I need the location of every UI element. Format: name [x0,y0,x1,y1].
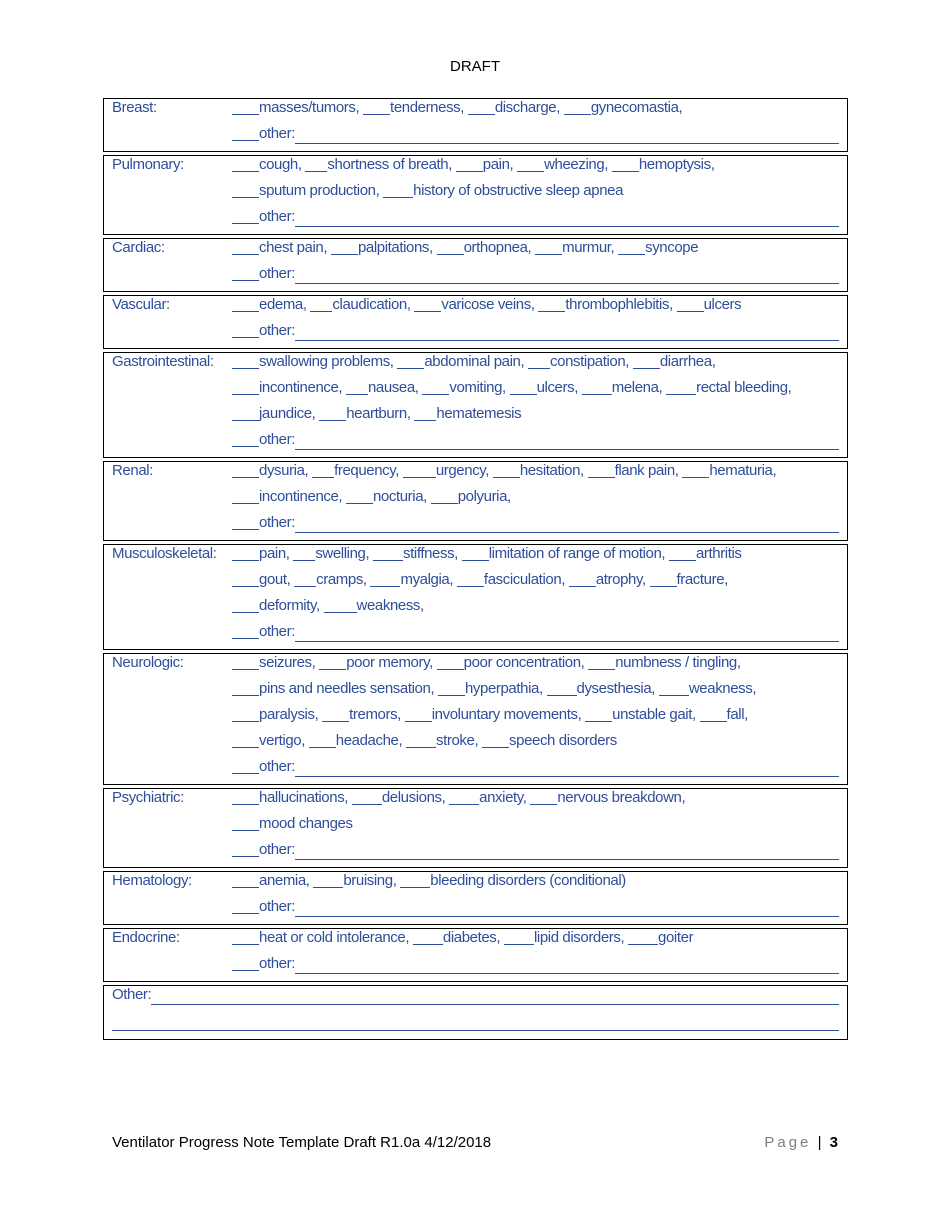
symptom-label: tenderness, [390,99,465,116]
symptom-label: rectal bleeding, [696,379,792,396]
symptom-line [232,789,839,815]
section-musculoskeletal [103,544,848,650]
symptom-label: poor concentration, [463,654,585,671]
other-checkbox-blank[interactable] [232,208,259,224]
page-separator: | [817,1134,822,1151]
symptom-line [232,706,839,732]
symptom-label: anxiety, [479,789,527,806]
checkbox-blank[interactable] [457,571,484,587]
other-input-line[interactable] [295,322,839,341]
symptom-label: hesitation, [519,462,584,479]
checkbox-blank[interactable] [530,789,557,805]
symptom-label: vertigo, [259,732,305,749]
symptom-label: gynecomastia, [590,99,683,116]
other-row [232,514,839,540]
other-checkbox-blank[interactable] [232,623,259,639]
other-row [232,265,839,291]
checkbox-blank[interactable] [582,379,612,395]
symptom-label: pain, [259,545,290,562]
checkbox-blank[interactable] [659,680,689,696]
checkbox-blank[interactable] [310,296,332,312]
section-label: Gastrointestinal: [112,353,214,370]
symptom-label: palpitations, [357,239,433,256]
other-label: other: [259,623,295,640]
checkbox-blank[interactable] [232,597,259,613]
checkbox-blank[interactable] [431,488,458,504]
symptom-label: history of obstructive sleep apnea [413,182,624,199]
section-label: Musculoskeletal: [112,545,217,562]
checkbox-blank[interactable] [232,789,259,805]
symptom-label: anemia, [259,872,310,889]
checkbox-blank[interactable] [232,872,259,888]
section-label: Neurologic: [112,654,184,671]
symptom-label: swallowing problems, [259,353,394,370]
symptom-label: atrophy, [595,571,646,588]
other-row [232,758,839,784]
other-row [232,431,839,457]
symptom-label: incontinence, [259,488,343,505]
checkbox-blank[interactable] [438,680,465,696]
other-checkbox-blank[interactable] [232,758,259,774]
section-endocrine [103,928,848,982]
symptom-label: arthritis [695,545,742,562]
symptom-label: urgency, [435,462,490,479]
checkbox-blank[interactable] [232,706,259,722]
symptom-line [232,654,839,680]
other-checkbox-blank[interactable] [232,322,259,338]
other-label: other: [259,898,295,915]
other-input-line[interactable] [295,898,839,917]
section-hematology [103,871,848,925]
checkbox-blank[interactable] [232,462,259,478]
checkbox-blank[interactable] [232,929,259,945]
checkbox-blank[interactable] [535,239,562,255]
other-input-line-2[interactable] [112,1012,839,1031]
checkbox-blank[interactable] [232,353,259,369]
checkbox-blank[interactable] [397,353,424,369]
other-input-line[interactable] [295,208,839,227]
other-checkbox-blank[interactable] [232,265,259,281]
symptom-line [232,597,839,623]
checkbox-blank[interactable] [232,182,259,198]
symptom-label: pins and needles sensation, [259,680,435,697]
checkbox-blank[interactable] [232,571,259,587]
checkbox-blank[interactable] [510,379,537,395]
checkbox-blank[interactable] [612,156,639,172]
checkbox-blank[interactable] [293,545,315,561]
symptom-label: limitation of range of motion, [488,545,666,562]
checkbox-blank[interactable] [383,182,413,198]
page-word: Page [764,1134,812,1151]
other-input-line[interactable] [295,955,839,974]
symptom-label: paralysis, [259,706,319,723]
symptom-label: bruising, [343,872,397,889]
checkbox-blank[interactable] [232,680,259,696]
symptom-label: weakness, [688,680,757,697]
other-row [232,955,839,981]
checkbox-blank[interactable] [493,462,520,478]
page-indicator [764,1134,838,1151]
checkbox-blank[interactable] [528,353,550,369]
checkbox-blank[interactable] [413,929,443,945]
checkbox-blank[interactable] [373,545,403,561]
symptom-label: mood changes [259,815,353,832]
symptom-label: heartburn, [346,405,411,422]
symptom-label: chest pain, [259,239,328,256]
section-vascular [103,295,848,349]
section-label: Breast: [112,99,157,116]
section-neurologic [103,653,848,785]
symptom-line [232,99,839,125]
symptom-label: stiffness, [403,545,458,562]
section-other [103,985,848,1040]
other-checkbox-blank[interactable] [232,431,259,447]
symptom-label: masses/tumors, [259,99,360,116]
checkbox-blank[interactable] [618,239,645,255]
other-input-line[interactable] [151,986,839,1005]
symptom-label: hallucinations, [259,789,349,806]
other-input-line[interactable] [295,841,839,860]
section-label: Cardiac: [112,239,165,256]
symptom-label: gout, [259,571,291,588]
symptom-label: hematuria, [709,462,777,479]
other-checkbox-blank[interactable] [232,514,259,530]
symptom-label: discharge, [494,99,561,116]
symptom-label: jaundice, [259,405,316,422]
other-label: other: [259,125,295,142]
checkbox-blank[interactable] [585,706,612,722]
symptom-line [232,182,839,208]
symptom-label: heat or cold intolerance, [259,929,410,946]
checkbox-blank[interactable] [319,654,346,670]
symptom-line [232,929,839,955]
symptom-label: delusions, [381,789,446,806]
checkbox-blank[interactable] [322,706,349,722]
symptom-label: hyperpathia, [464,680,543,697]
symptom-line [232,296,839,322]
section-psychiatric [103,788,848,868]
symptom-label: sputum production, [259,182,380,199]
checkbox-blank[interactable] [677,296,704,312]
symptom-label: hematemesis [436,405,522,422]
checkbox-blank[interactable] [352,789,382,805]
other-label: other: [259,841,295,858]
other-label: other: [259,758,295,775]
symptom-label: involuntary movements, [431,706,582,723]
checkbox-blank[interactable] [414,405,436,421]
checkbox-blank[interactable] [305,156,327,172]
checkbox-blank[interactable] [346,379,368,395]
symptom-label: flank pain, [614,462,679,479]
symptom-label: diabetes, [442,929,501,946]
symptom-label: wheezing, [544,156,609,173]
checkbox-blank[interactable] [232,488,259,504]
checkbox-blank[interactable] [232,296,259,312]
symptom-line [232,379,839,405]
checkbox-blank[interactable] [669,545,696,561]
symptom-label: lipid disorders, [533,929,625,946]
checkbox-blank[interactable] [588,462,615,478]
symptom-label: headache, [335,732,403,749]
symptom-line [232,545,839,571]
section-label: Vascular: [112,296,170,313]
symptom-label: myalgia, [400,571,454,588]
symptom-label: pain, [482,156,514,173]
other-row [232,208,839,234]
symptom-label: melena, [611,379,663,396]
symptom-label: swelling, [315,545,370,562]
other-input-line[interactable] [295,514,839,533]
symptom-label: vomiting, [449,379,506,396]
symptom-line [232,239,839,265]
other-checkbox-blank[interactable] [232,125,259,141]
checkbox-blank[interactable] [462,545,489,561]
checkbox-blank[interactable] [628,929,658,945]
other-input-line[interactable] [295,125,839,144]
checkbox-blank[interactable] [324,597,357,613]
symptom-label: tremors, [349,706,401,723]
checkbox-blank[interactable] [405,706,432,722]
checkbox-blank[interactable] [232,405,259,421]
checkbox-blank[interactable] [482,732,509,748]
other-checkbox-blank[interactable] [232,841,259,857]
symptom-label: deformity, [259,597,320,614]
checkbox-blank[interactable] [400,872,430,888]
checkbox-blank[interactable] [319,405,346,421]
other-label: other: [259,431,295,448]
section-label: Pulmonary: [112,156,184,173]
symptom-label: frequency, [334,462,400,479]
symptom-label: constipation, [550,353,630,370]
symptom-label: dysesthesia, [576,680,656,697]
checkbox-blank[interactable] [437,239,464,255]
other-label: other: [259,265,295,282]
symptom-label: fasciculation, [483,571,566,588]
symptom-label: dysuria, [259,462,309,479]
symptom-line [232,872,839,898]
checkbox-blank[interactable] [700,706,727,722]
section-pulmonary [103,155,848,235]
symptom-line [232,732,839,758]
section-label: Psychiatric: [112,789,184,806]
checkbox-blank[interactable] [588,654,615,670]
checkbox-blank[interactable] [232,654,259,670]
symptom-label: speech disorders [509,732,617,749]
checkbox-blank[interactable] [232,99,259,115]
checkbox-blank[interactable] [232,239,259,255]
checkbox-blank[interactable] [633,353,660,369]
section-renal [103,461,848,541]
other-row [232,623,839,649]
other-checkbox-blank[interactable] [232,898,259,914]
other-section-label: Other: [112,986,152,1003]
section-label: Endocrine: [112,929,180,946]
checkbox-blank[interactable] [403,462,436,478]
checkbox-blank[interactable] [232,732,259,748]
checkbox-blank[interactable] [414,296,441,312]
symptom-line [232,815,839,841]
checkbox-blank[interactable] [363,99,390,115]
symptom-label: goiter [658,929,694,946]
other-checkbox-blank[interactable] [232,955,259,971]
checkbox-blank[interactable] [232,379,259,395]
other-label: other: [259,322,295,339]
other-row [232,898,839,924]
symptom-line [232,488,839,514]
checkbox-blank[interactable] [504,929,534,945]
review-of-systems-form [103,98,848,1043]
section-label: Hematology: [112,872,192,889]
symptom-label: cough, [259,156,302,173]
draft-header: DRAFT [450,58,500,75]
checkbox-blank[interactable] [406,732,436,748]
other-row [232,322,839,348]
other-row [232,841,839,867]
section-cardiac [103,238,848,292]
symptom-line [232,462,839,488]
checkbox-blank[interactable] [331,239,358,255]
symptom-label: stroke, [436,732,479,749]
symptom-line [232,680,839,706]
section-gastrointestinal [103,352,848,458]
checkbox-blank[interactable] [666,379,696,395]
checkbox-blank[interactable] [437,654,464,670]
checkbox-blank[interactable] [564,99,591,115]
symptom-label: bleeding disorders (conditional) [430,872,626,889]
symptom-label: nervous breakdown, [557,789,686,806]
symptom-label: varicose veins, [441,296,535,313]
symptom-label: numbness / tingling, [615,654,741,671]
symptom-label: ulcers, [536,379,578,396]
checkbox-blank[interactable] [309,732,336,748]
checkbox-blank[interactable] [449,789,479,805]
symptom-label: weakness, [356,597,424,614]
other-label: other: [259,955,295,972]
symptom-label: syncope [645,239,699,256]
checkbox-blank[interactable] [346,488,373,504]
symptom-label: abdominal pain, [424,353,525,370]
section-breast [103,98,848,152]
checkbox-blank[interactable] [370,571,400,587]
section-label: Renal: [112,462,153,479]
checkbox-blank[interactable] [232,156,259,172]
symptom-label: hemoptysis, [638,156,715,173]
symptom-label: fall, [726,706,748,723]
checkbox-blank[interactable] [468,99,495,115]
checkbox-blank[interactable] [313,872,343,888]
other-input-line[interactable] [295,623,839,642]
checkbox-blank[interactable] [538,296,565,312]
symptom-line [232,571,839,597]
other-row [232,125,839,151]
symptom-line [232,353,839,379]
other-input-line[interactable] [295,431,839,450]
symptom-label: murmur, [562,239,615,256]
other-input-line[interactable] [295,265,839,284]
checkbox-blank[interactable] [422,379,449,395]
symptom-label: fracture, [676,571,728,588]
symptom-label: unstable gait, [612,706,696,723]
other-input-line[interactable] [295,758,839,777]
symptom-label: claudication, [332,296,411,313]
symptom-label: nocturia, [372,488,427,505]
symptom-label: poor memory, [346,654,433,671]
other-label: other: [259,208,295,225]
checkbox-blank[interactable] [456,156,483,172]
symptom-label: cramps, [316,571,367,588]
symptom-label: thrombophlebitis, [565,296,673,313]
checkbox-blank[interactable] [517,156,544,172]
symptom-label: incontinence, [259,379,343,396]
symptom-label: polyuria, [457,488,511,505]
symptom-label: orthopnea, [463,239,532,256]
symptom-line [232,405,839,431]
other-label: other: [259,514,295,531]
checkbox-blank[interactable] [294,571,316,587]
checkbox-blank[interactable] [650,571,677,587]
document-title: Ventilator Progress Note Template Draft R1.0a 4/12/2018 [112,1134,492,1151]
checkbox-blank[interactable] [232,545,259,561]
symptom-label: seizures, [259,654,316,671]
checkbox-blank[interactable] [232,815,259,831]
checkbox-blank[interactable] [547,680,577,696]
symptom-label: shortness of breath, [327,156,452,173]
checkbox-blank[interactable] [682,462,709,478]
page-number: 3 [829,1134,838,1151]
symptom-label: ulcers [703,296,742,313]
checkbox-blank[interactable] [569,571,596,587]
checkbox-blank[interactable] [312,462,334,478]
symptom-line [232,156,839,182]
symptom-label: diarrhea, [659,353,716,370]
symptom-label: edema, [259,296,307,313]
symptom-label: nausea, [367,379,419,396]
